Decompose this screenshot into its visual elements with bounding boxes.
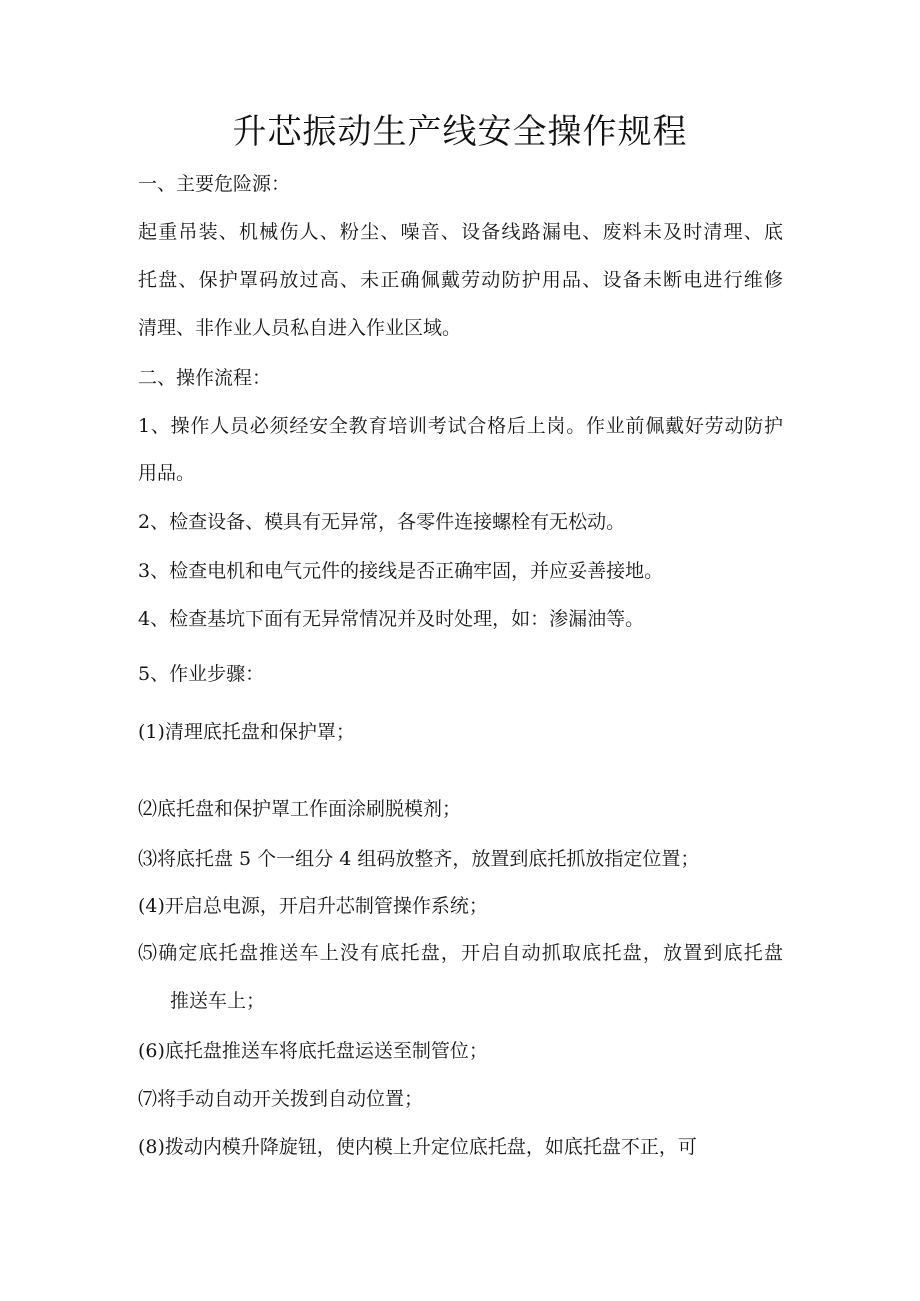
hazards-line-3: 清理、非作业人员私自进入作业区域。 xyxy=(138,317,462,339)
step-8: (8)拨动内模升降旋钮，使内模上升定位底托盘，如底托盘不正，可 xyxy=(138,1136,697,1158)
procedure-item-4: 4、检查基坑下面有无异常情况并及时处理，如：渗漏油等。 xyxy=(138,608,645,630)
section-heading-procedure: 二、操作流程： xyxy=(138,367,272,389)
procedure-item-1-line-1: 1、操作人员必须经安全教育培训考试合格后上岗。作业前佩戴好劳动防护 xyxy=(138,415,783,437)
step-2: ⑵底托盘和保护罩工作面涂刷脱模剂； xyxy=(138,798,462,820)
step-4: (4)开启总电源，开启升芯制管操作系统； xyxy=(138,895,488,917)
procedure-item-2: 2、检查设备、模具有无异常，各零件连接螺栓有无松动。 xyxy=(138,511,626,533)
hazards-line-2: 托盘、保护罩码放过高、未正确佩戴劳动防护用品、设备未断电进行维修 xyxy=(138,269,783,291)
step-3: ⑶将底托盘 5 个一组分 4 组码放整齐，放置到底托抓放指定位置； xyxy=(138,848,700,870)
step-7: ⑺将手动自动开关拨到自动位置； xyxy=(138,1088,424,1110)
procedure-item-1-line-2: 用品。 xyxy=(138,462,196,484)
document-title: 升芯振动生产线安全操作规程 xyxy=(232,112,688,152)
section-heading-hazards: 一、主要危险源： xyxy=(138,173,291,195)
step-1: (1)清理底托盘和保护罩； xyxy=(138,721,355,743)
step-5-line-1: ⑸确定底托盘推送车上没有底托盘，开启自动抓取底托盘，放置到底托盘 xyxy=(138,942,783,964)
step-6: (6)底托盘推送车将底托盘运送至制管位； xyxy=(138,1040,488,1062)
procedure-item-3: 3、检查电机和电气元件的接线是否正确牢固，并应妥善接地。 xyxy=(138,560,664,582)
hazards-line-1: 起重吊装、机械伤人、粉尘、噪音、设备线路漏电、废料未及时清理、底 xyxy=(138,221,783,243)
step-5-line-2: 推送车上； xyxy=(170,990,266,1012)
procedure-item-5: 5、作业步骤： xyxy=(138,663,265,685)
